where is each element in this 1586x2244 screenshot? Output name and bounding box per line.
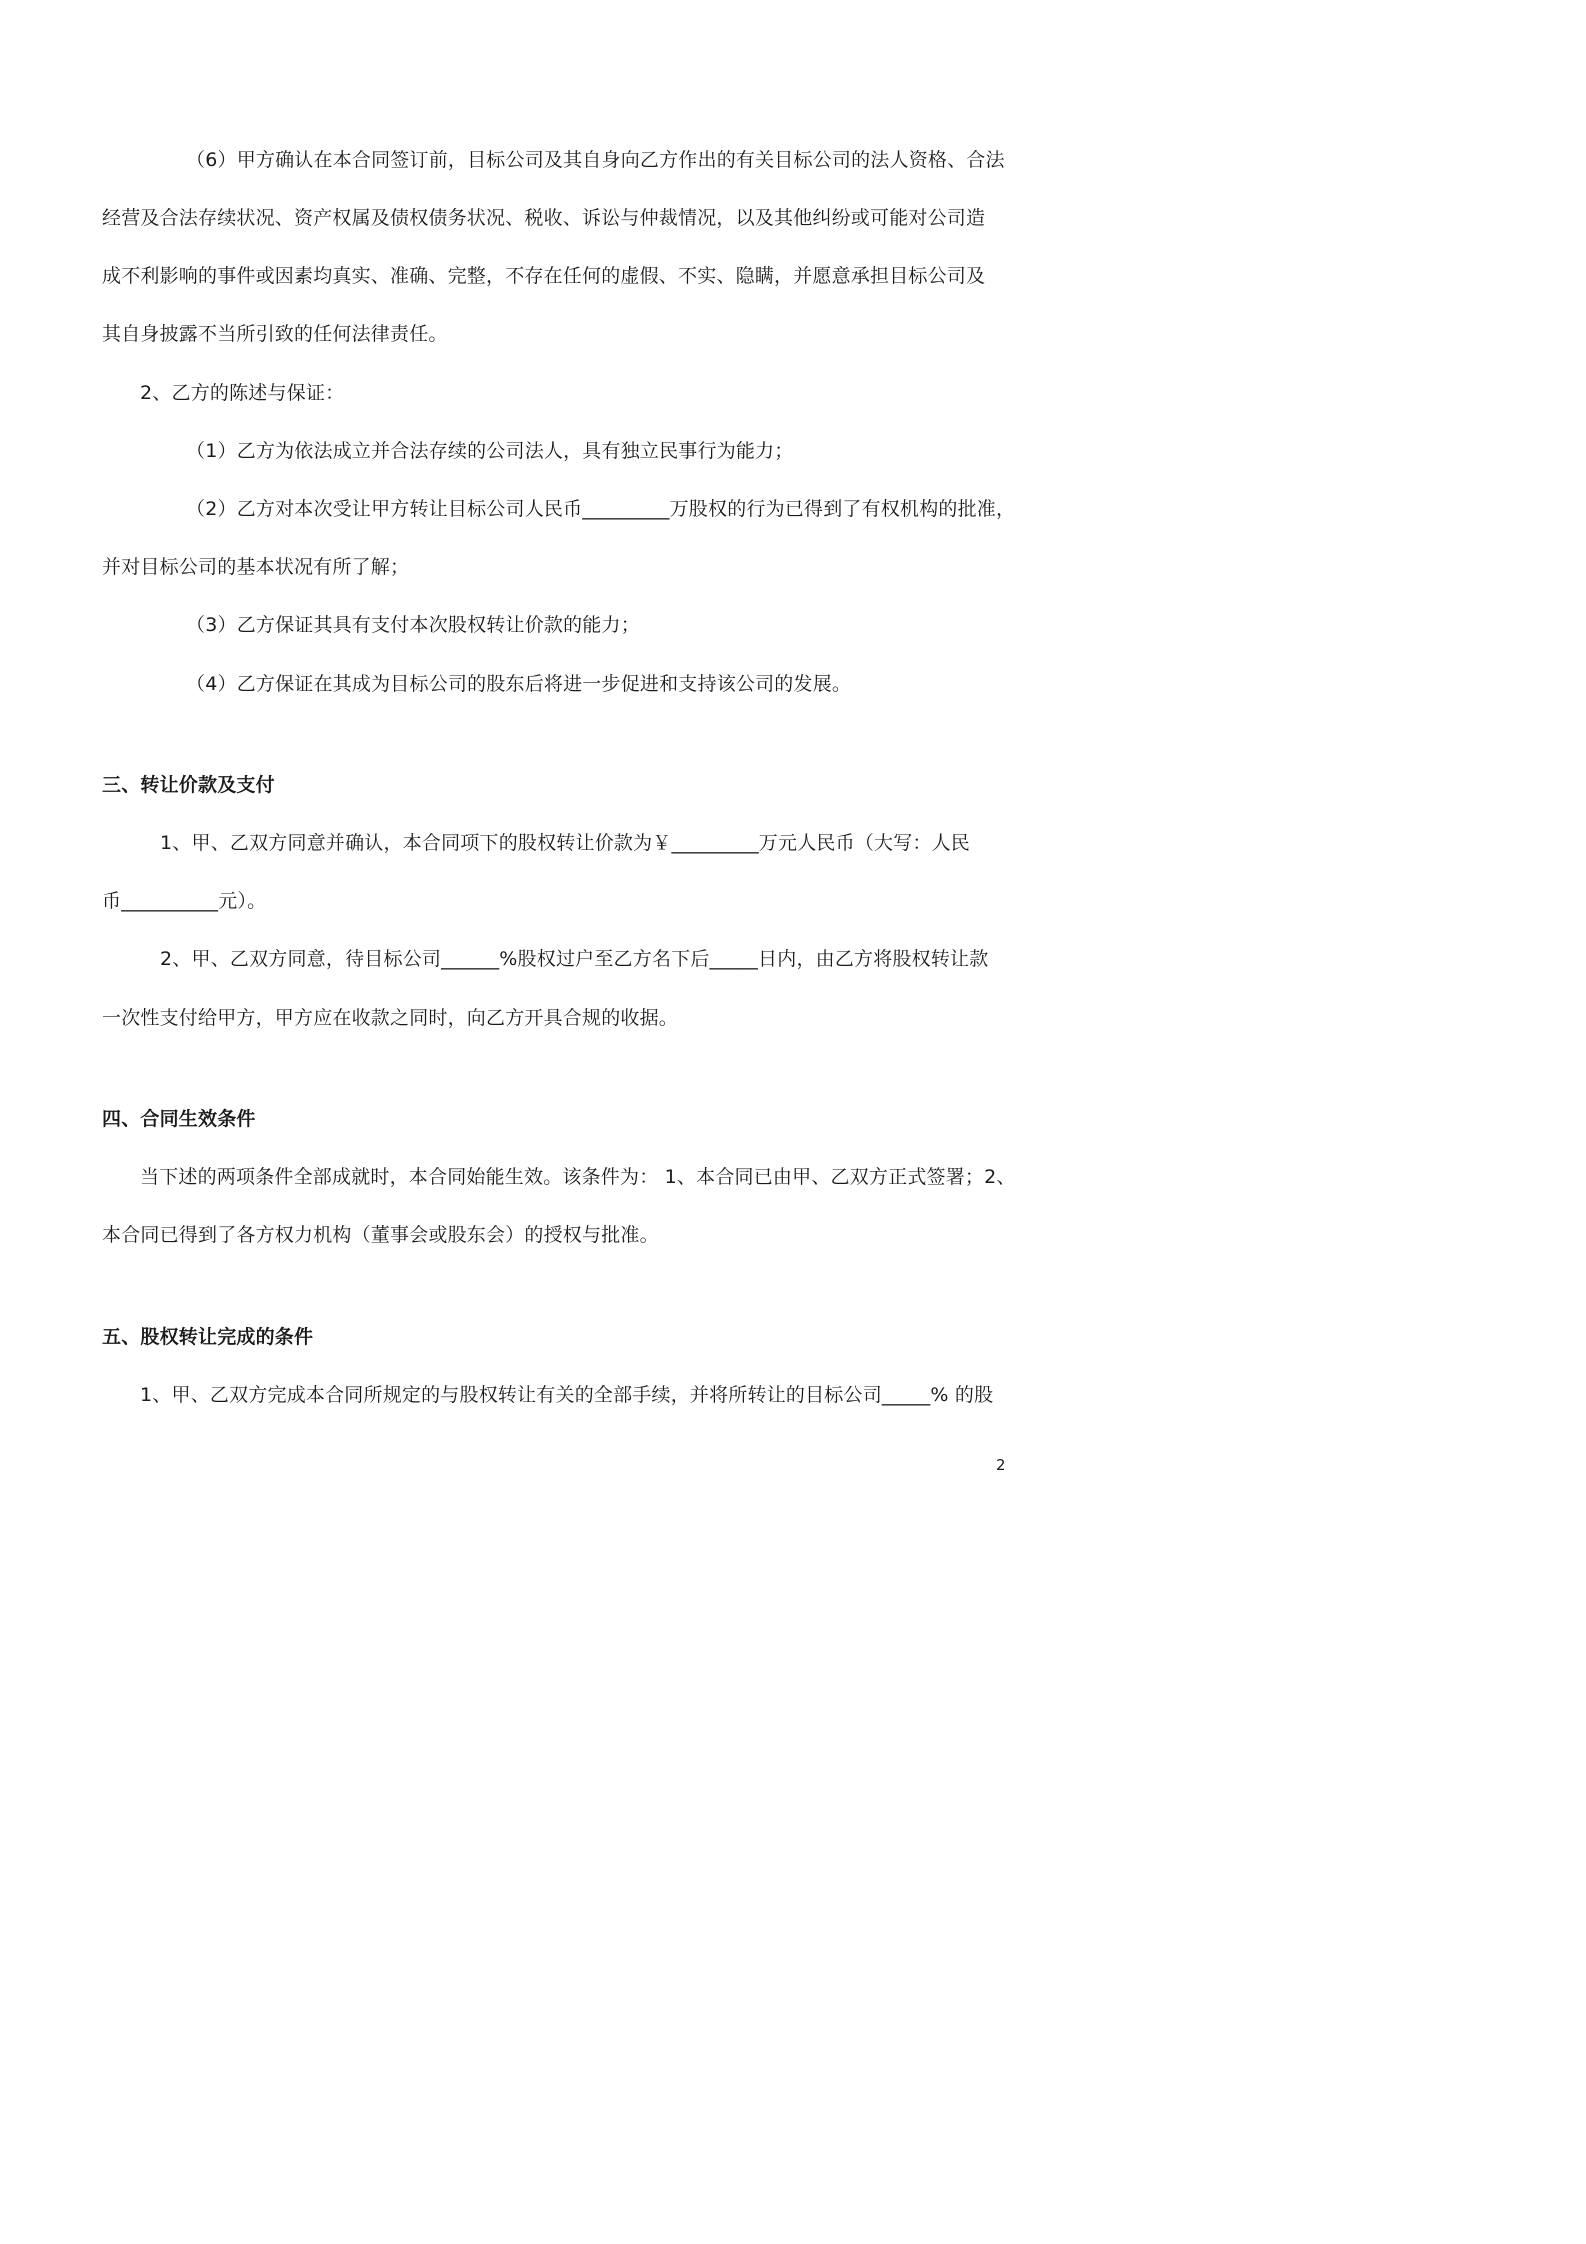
section-heading: 五、股权转让完成的条件 [102, 1326, 314, 1348]
section-heading: 三、转让价款及支付 [102, 774, 275, 796]
clause-title: 2、乙方的陈述与保证： [140, 382, 345, 404]
paragraph-line: 成不利影响的事件或因素均真实、准确、完整，不存在任何的虚假、不实、隐瞒，并愿意承担目标公司及 [102, 265, 986, 287]
document-page [0, 0, 1100, 1556]
paragraph-line: 一次性支付给甲方，甲方应在收款之同时，向乙方开具合规的收据。 [102, 1007, 679, 1029]
paragraph-line: （4）乙方保证在其成为目标公司的股东后将进一步促进和支持该公司的发展。 [186, 673, 852, 695]
paragraph-line: 并对目标公司的基本状况有所了解； [102, 556, 410, 578]
paragraph-line: 本合同已得到了各方权力机构（董事会或股东会）的授权与批准。 [102, 1224, 659, 1246]
paragraph-line: 其自身披露不当所引致的任何法律责任。 [102, 323, 448, 345]
paragraph-line: （3）乙方保证其具有支付本次股权转让价款的能力； [186, 614, 640, 636]
paragraph-line: 经营及合法存续状况、资产权属及债权债务状况、税收、诉讼与仲裁情况，以及其他纠纷或可能对公司造 [102, 207, 986, 229]
paragraph-line: 2、甲、乙双方同意，待目标公司______%股权过户至乙方名下后_____日内，由乙方将股权转让款 [160, 948, 989, 970]
paragraph-line: 币__________元）。 [102, 890, 267, 912]
paragraph-line: 1、甲、乙双方同意并确认，本合同项下的股权转让价款为￥_________万元人民币（大写：人民 [160, 832, 970, 854]
paragraph-line: 当下述的两项条件全部成就时，本合同始能生效。该条件为： 1、本合同已由甲、乙双方正式签署；2、 [140, 1166, 1016, 1188]
paragraph-line: （6）甲方确认在本合同签订前，目标公司及其自身向乙方作出的有关目标公司的法人资格、合法 [186, 149, 1005, 171]
paragraph-line: 1、甲、乙双方完成本合同所规定的与股权转让有关的全部手续，并将所转让的目标公司_____% 的股 [140, 1384, 994, 1406]
paragraph-line: （2）乙方对本次受让甲方转让目标公司人民币_________万股权的行为已得到了有权机构的批准， [186, 498, 1016, 520]
paragraph-line: （1）乙方为依法成立并合法存续的公司法人，具有独立民事行为能力； [186, 440, 794, 462]
page-number: 2 [996, 1456, 1006, 1474]
section-heading: 四、合同生效条件 [102, 1108, 256, 1130]
